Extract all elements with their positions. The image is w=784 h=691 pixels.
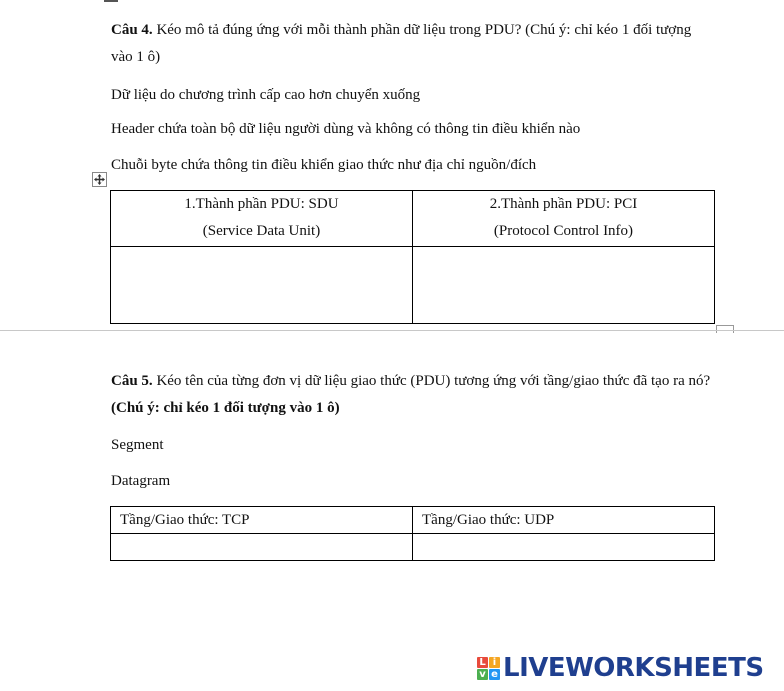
question-5-note: (Chú ý: chỉ kéo 1 đối tượng vào 1 ô) xyxy=(111,400,340,416)
drag-option-1[interactable]: Dữ liệu do chương trình cấp cao hơn chuyển xuống xyxy=(111,87,421,103)
liveworksheets-logo-text: LIVEWORKSHEETS xyxy=(503,653,764,683)
question-4-text: Kéo mô tả đúng ứng với mỗi thành phần dữ liệu trong PDU? (Chú ý: chỉ kéo 1 đối tượng vào 1 ô) xyxy=(111,22,692,65)
sdu-header-cell xyxy=(111,191,413,247)
logo-mark-letter: v xyxy=(477,669,488,680)
logo-mark-letter: i xyxy=(489,657,500,668)
protocol-pdu-table xyxy=(110,506,715,561)
question-4-label: Câu 4. xyxy=(111,22,153,38)
tcp-drop-zone[interactable] xyxy=(111,534,413,561)
drag-option-datagram[interactable]: Datagram xyxy=(111,473,171,489)
question-5-label: Câu 5. xyxy=(111,373,153,389)
udp-drop-zone[interactable] xyxy=(413,534,715,561)
sdu-header-title: 1.Thành phần PDU: SDU xyxy=(184,196,339,212)
pci-drop-zone[interactable] xyxy=(412,247,714,324)
pdu-component-table xyxy=(110,190,715,324)
drag-option-2[interactable]: Header chứa toàn bộ dữ liệu người dùng và không có thông tin điều khiển nào xyxy=(111,121,581,137)
page-break-divider xyxy=(0,330,784,331)
pci-header-subtitle: (Protocol Control Info) xyxy=(493,223,634,239)
question-5 xyxy=(111,368,716,422)
pci-header-title: 2.Thành phần PDU: PCI xyxy=(489,196,638,212)
liveworksheets-logo-icon xyxy=(477,657,500,680)
page-corner-mark xyxy=(104,0,118,2)
table-move-icon[interactable] xyxy=(92,172,107,187)
question-4 xyxy=(111,17,701,71)
sdu-drop-zone[interactable] xyxy=(111,247,413,324)
pci-header-cell xyxy=(412,191,714,247)
logo-mark-letter: L xyxy=(477,657,488,668)
sdu-header-subtitle: (Service Data Unit) xyxy=(202,223,321,239)
logo-mark-letter: e xyxy=(489,669,500,680)
drag-option-3[interactable]: Chuỗi byte chứa thông tin điều khiển giao thức như địa chỉ nguồn/đích xyxy=(111,157,537,173)
table-resize-handle[interactable] xyxy=(716,325,734,333)
liveworksheets-logo xyxy=(477,653,764,683)
udp-header-cell: Tầng/Giao thức: UDP xyxy=(413,507,715,534)
tcp-header-cell: Tầng/Giao thức: TCP xyxy=(111,507,413,534)
drag-option-segment[interactable]: Segment xyxy=(111,437,164,453)
question-5-text: Kéo tên của từng đơn vị dữ liệu giao thức (PDU) tương ứng với tầng/giao thức đã tạo ra nó? xyxy=(152,373,711,389)
